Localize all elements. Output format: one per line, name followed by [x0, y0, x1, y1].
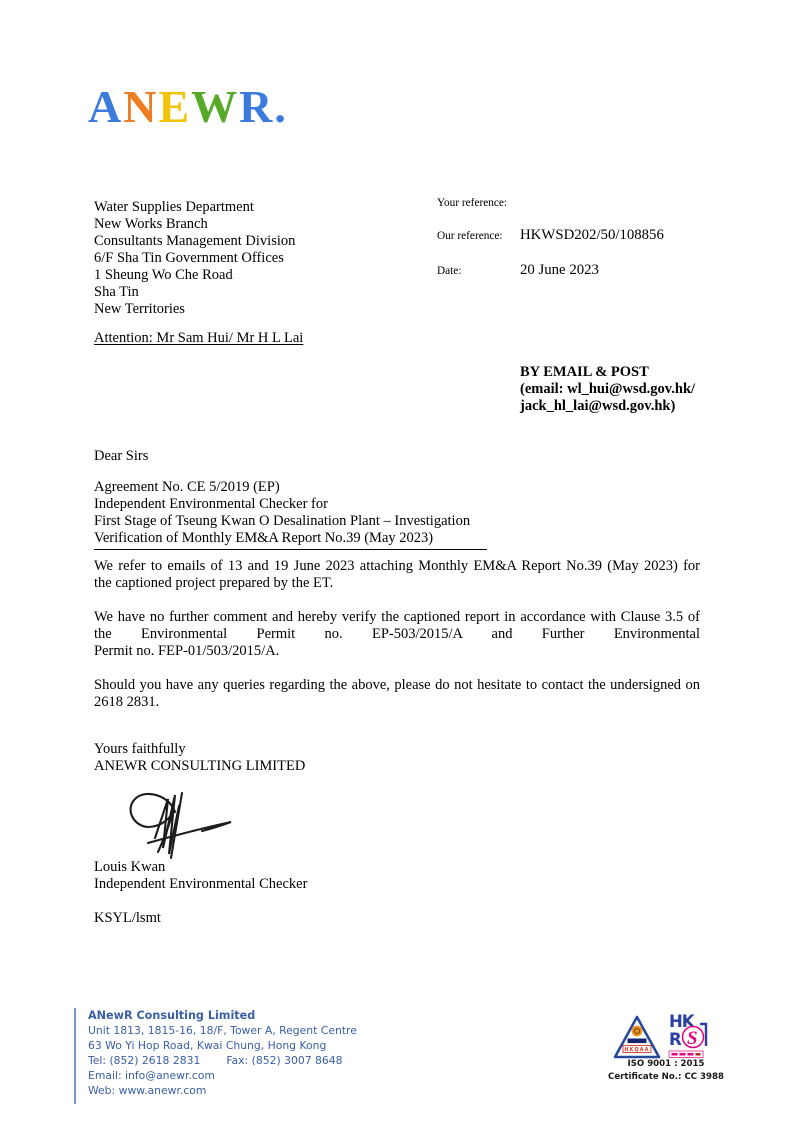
footer-email: Email: info@anewr.com	[88, 1069, 215, 1082]
address-line: Sha Tin	[94, 284, 139, 300]
hkas-s-letter: S	[687, 1028, 698, 1049]
hkas-hk-letters: HK	[669, 1012, 694, 1031]
body-paragraph-3	[94, 677, 700, 711]
footer-tel: Tel: (852) 2618 2831	[88, 1054, 201, 1067]
attention-line: Attention: Mr Sam Hui/ Mr H L Lai	[94, 330, 304, 346]
footer-divider	[74, 1008, 76, 1104]
salutation: Dear Sirs	[94, 448, 149, 464]
our-reference-value: HKWSD202/50/108856	[520, 227, 664, 243]
closing-company-name: ANEWR CONSULTING LIMITED	[94, 758, 306, 774]
body-line: the captioned project prepared by the ET.	[94, 575, 334, 591]
body-line: Permit no. FEP-01/503/2015/A.	[94, 643, 280, 659]
anewr-logo	[88, 81, 288, 132]
date-label: Date:	[437, 265, 462, 277]
body-line: We have no further comment and hereby verify the captioned report in accordance with Clause 3.5 of	[94, 609, 700, 625]
delivery-email-line: jack_hl_lai@wsd.gov.hk)	[520, 398, 676, 414]
signatory-title: Independent Environmental Checker	[94, 876, 308, 892]
logo-letter: .	[274, 81, 288, 132]
footer-company-name: ANewR Consulting Limited	[88, 1009, 256, 1022]
body-line: Should you have any queries regarding the above, please do not hesitate to contact the undersigned on	[94, 677, 700, 693]
subject-line: Independent Environmental Checker for	[94, 496, 328, 512]
subject-line: Agreement No. CE 5/2019 (EP)	[94, 479, 280, 495]
certificate-number-line: Certificate No.: CC 3988	[608, 1072, 724, 1082]
subject-block	[94, 479, 487, 550]
hkas-r-letter: R	[669, 1030, 682, 1049]
body-line: 2618 2831.	[94, 694, 160, 710]
address-line: 6/F Sha Tin Government Offices	[94, 250, 284, 266]
valediction: Yours faithfully	[94, 741, 186, 757]
certification-text	[598, 1058, 734, 1084]
body-paragraph-1	[94, 558, 700, 592]
address-line: 1 Sheung Wo Che Road	[94, 267, 233, 283]
footer-fax: Fax: (852) 3007 8648	[226, 1054, 343, 1067]
date-row	[437, 262, 717, 279]
footer-address-line: 63 Wo Yi Hop Road, Kwai Chung, Hong Kong	[88, 1039, 327, 1052]
our-reference-label: Our reference:	[437, 230, 503, 242]
address-line: Water Supplies Department	[94, 199, 254, 215]
delivery-line: BY EMAIL & POST	[520, 364, 649, 380]
logo-letter: A	[88, 81, 124, 132]
body-paragraph-2	[94, 609, 700, 660]
delivery-method	[520, 364, 695, 415]
hkqaa-logo-icon	[613, 1015, 661, 1064]
your-reference-row	[437, 197, 717, 209]
footer-phone-row	[88, 1053, 357, 1068]
reference-block	[437, 197, 717, 297]
our-reference-row	[437, 227, 717, 244]
address-line: New Territories	[94, 301, 185, 317]
logo-letter: W	[191, 81, 240, 132]
logo-letter: E	[158, 81, 192, 132]
address-line: Consultants Management Division	[94, 233, 296, 249]
footer-web: Web: www.anewr.com	[88, 1084, 207, 1097]
iso-line: ISO 9001 : 2015	[627, 1059, 705, 1069]
hkqaa-label: HKQAA	[624, 1048, 650, 1054]
address-line: New Works Branch	[94, 216, 208, 232]
body-line: We refer to emails of 13 and 19 June 2023 attaching Monthly EM&A Report No.39 (May 2023) for	[94, 558, 700, 574]
recipient-address	[94, 199, 295, 318]
your-reference-label: Your reference:	[437, 197, 508, 209]
body-line: the Environmental Permit no. EP-503/2015/A and Further Environmental	[94, 626, 700, 642]
logo-letter: R	[239, 81, 275, 132]
footer-address-line: Unit 1813, 1815-16, 18/F, Tower A, Regent Centre	[88, 1024, 357, 1037]
signature-image	[118, 786, 248, 869]
date-value: 20 June 2023	[520, 262, 599, 278]
footer-contact-block	[88, 1008, 357, 1098]
subject-line-underlined: Verification of Monthly EM&A Report No.39 (May 2023)	[94, 530, 487, 550]
delivery-email-line: (email: wl_hui@wsd.gov.hk/	[520, 381, 696, 397]
logo-letter: N	[123, 81, 159, 132]
certification-logos	[613, 1012, 723, 1060]
signatory-block	[94, 859, 307, 893]
typist-initials: KSYL/lsmt	[94, 910, 161, 926]
closing-block	[94, 741, 305, 775]
signatory-name: Louis Kwan	[94, 859, 166, 875]
subject-line: First Stage of Tseung Kwan O Desalination Plant – Investigation	[94, 513, 471, 529]
